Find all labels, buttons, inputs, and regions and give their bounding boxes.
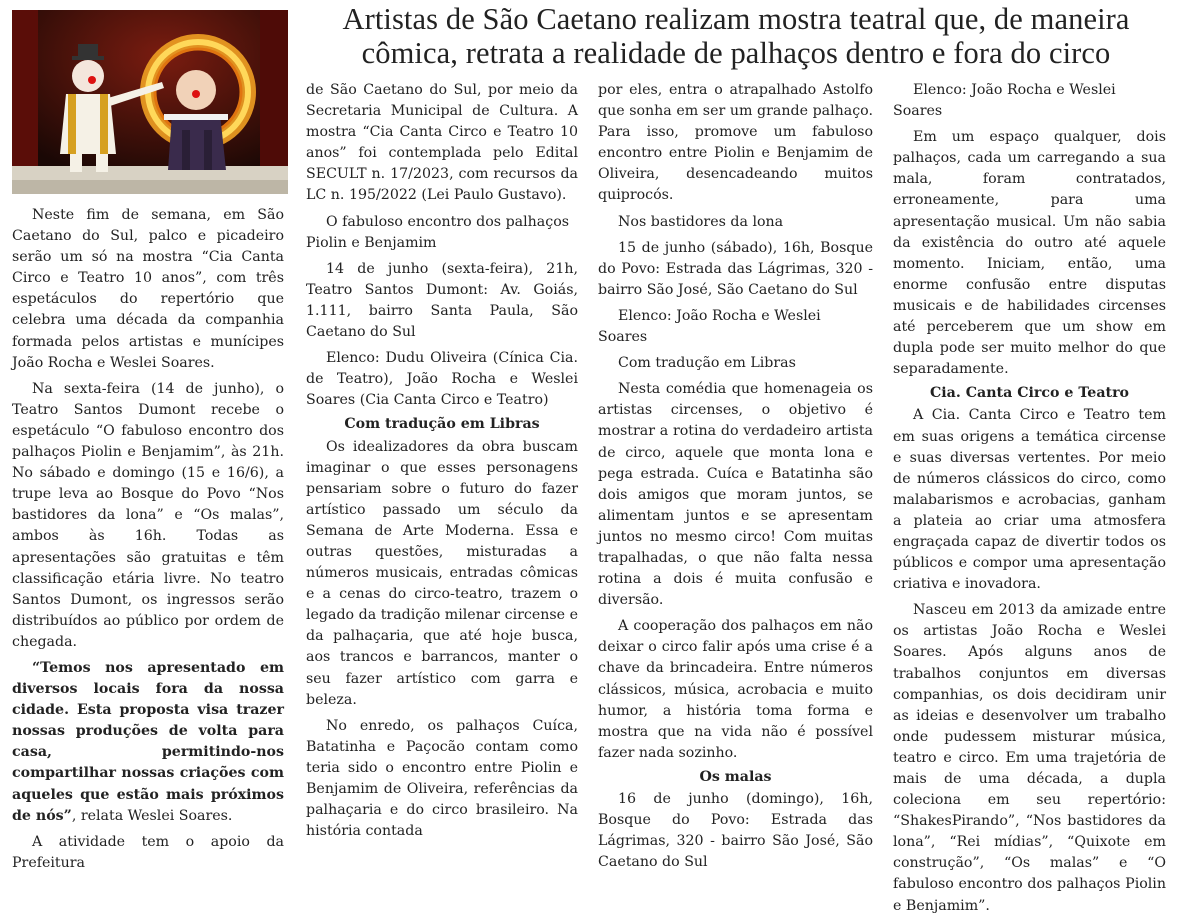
quote-text: “Temos nos apresentado em diversos locais fora da nossa cidade. Esta proposta visa trazer nossas produções de volta para casa, permitindo-nos compartilhar nossas criações com aqueles que estão mais próximos de nós” (12, 659, 284, 824)
paragraph: Neste fim de semana, em São Caetano do Sul, palco e picadeiro serão um só na mostra “Cia Canta Circo e Teatro 10 anos”, com três espetáculos do repertório que celebra uma década da companhia formada pelos artistas e munícipes João Rocha e Weslei Soares. (12, 207, 284, 371)
event-title: O fabuloso encontro dos palhaços Piolin e Benjamim (306, 213, 570, 251)
article-column-1 (12, 205, 284, 874)
event-schedule: 15 de junho (sábado), 16h, Bosque do Povo: Estrada das Lágrimas, 320 - bairro São José, São Caetano do Sul (598, 239, 873, 298)
section-heading: Cia. Canta Circo e Teatro (929, 385, 1130, 402)
event-schedule: 16 de junho (domingo), 16h, Bosque do Povo: Estrada das Lágrimas, 320 - bairro São José, São Caetano do Sul (598, 791, 873, 871)
event-title: Nos bastidores da lona (618, 213, 784, 230)
paragraph: por eles, entra o atrapalhado Astolfo que sonha em ser um grande palhaço. Para isso, promove um fabuloso encontro entre Piolin e Benjamim de Oliveira, desencadeando muitos quiprocós. (598, 82, 873, 204)
paragraph: Nasceu em 2013 da amizade entre os artistas João Rocha e Weslei Soares. Após alguns anos de trabalhos conjuntos em diversas companhias, os dois decidiram unir as ideias e desenvolver um trabalho onde pudessem misturar música, teatro e circo. Em uma trajetória de mais de uma década, a dupla coleciona em seu repertório: “ShakesPirando”, “Nos bastidores da lona”, “Rei mídias”, “Quixote em construção”, “Os malas” e “O fabuloso encontro dos palhaços Piolin e Benjamim”. (893, 602, 1166, 914)
pull-quote (12, 658, 284, 827)
clown-performers-photo (12, 10, 288, 194)
section-heading: Os malas (699, 768, 772, 785)
article-column-2 (306, 80, 578, 842)
event-schedule: 14 de junho (sexta-feira), 21h, Teatro Santos Dumont: Av. Goiás, 1.111, bairro Santa Paula, São Caetano do Sul (306, 260, 578, 341)
quote-attribution: , relata Weslei Soares. (71, 807, 233, 824)
event-note: Com tradução em Libras (618, 355, 796, 372)
event-cast: Elenco: Dudu Oliveira (Cínica Cia. de Teatro), João Rocha e Weslei Soares (Cia Canta Circo e Teatro) (306, 350, 578, 409)
paragraph: Os idealizadores da obra buscam imaginar o que esses personagens pensariam sobre o futuro do fazer artístico passado um século da Semana de Arte Moderna. Essa e outras questões, misturadas a números musicais, entradas cômicas e a cenas do circo-teatro, trazem o legado da tradição milenar circense e da palhaçaria, que até hoje busca, aos trancos e barrancos, manter o seu fazer artístico com garra e beleza. (306, 438, 578, 708)
paragraph: A Cia. Canta Circo e Teatro tem em suas origens a temática circense e suas diversas vertentes. Por meio de números clássicos do circo, como malabarismos e acrobacias, ganham a plateia ao criar uma atmosfera engraçada capaz de divertir todos os públicos e compor uma apresentação criativa e inovadora. (893, 407, 1166, 593)
paragraph: A cooperação dos palhaços em não deixar o circo falir após uma crise é a chave da brincadeira. Entre números clássicos, música, acrobacia e muito humor, a história toma forma e mostra que na vida não é possível fazer nada sozinho. (598, 618, 873, 761)
paragraph: Em um espaço qualquer, dois palhaços, cada um carregando a sua mala, foram contratados, erroneamente, para uma apresentação musical. Um não sabia da existência do outro até aquele momento. Iniciam, então, uma enorme confusão entre disputas musicais e de habilidades circenses até perceberem que um show em dupla pode ser muito melhor do que separadamente. (893, 129, 1166, 378)
paragraph: Nesta comédia que homenageia os artistas circenses, o objetivo é mostrar a rotina do verdadeiro artista de circo, aquele que monta lona e pega estrada. Cuíca e Batatinha são dois amigos que moram juntos, se alimentam juntos e se apresentam juntos no mesmo circo! Com muitas trapalhadas, o que não falta nessa rotina a dois é muita confusão e diversão. (598, 381, 873, 609)
event-cast: Elenco: João Rocha e Weslei Soares (598, 307, 821, 346)
paragraph: A atividade tem o apoio da Prefeitura (12, 833, 284, 871)
article-column-4 (893, 80, 1166, 917)
paragraph: de São Caetano do Sul, por meio da Secretaria Municipal de Cultura. A mostra “Cia Canta Circo e Teatro 10 anos” foi contemplada pelo Edital SECULT n. 17/2023, com recursos da LC n. 195/2022 (Lei Paulo Gustavo). (306, 82, 578, 204)
event-cast: Elenco: João Rocha e Weslei Soares (893, 82, 1116, 120)
article-column-3 (598, 80, 873, 873)
paragraph: Na sexta-feira (14 de junho), o Teatro Santos Dumont recebe o espetáculo “O fabuloso encontro dos palhaços Piolin e Benjamim”, às 21h. No sábado e domingo (15 e 16/6), a trupe leva ao Bosque do Povo “Nos bastidores da lona” e “Os malas”, ambos às 16h. Todas as apresentações são gratuitas e têm classificação etária livre. No teatro Santos Dumont, os ingressos serão distribuídos ao público por ordem de chegada. (12, 380, 284, 650)
headline-line-1: Artistas de São Caetano realizam mostra teatral que, de maneira (342, 2, 1130, 36)
article-headline (292, 2, 1180, 70)
clown-performers-illustration-icon (12, 10, 288, 194)
paragraph: No enredo, os palhaços Cuíca, Batatinha e Paçocão contam como teria sido o encontro entre Piolin e Benjamim de Oliveira, referências da palhaçaria e do circo brasileiro. Na história contada (306, 717, 578, 840)
headline-line-2: cômica, retrata a realidade de palhaços dentro e fora do circo (361, 36, 1111, 70)
section-heading: Com tradução em Libras (344, 416, 540, 433)
